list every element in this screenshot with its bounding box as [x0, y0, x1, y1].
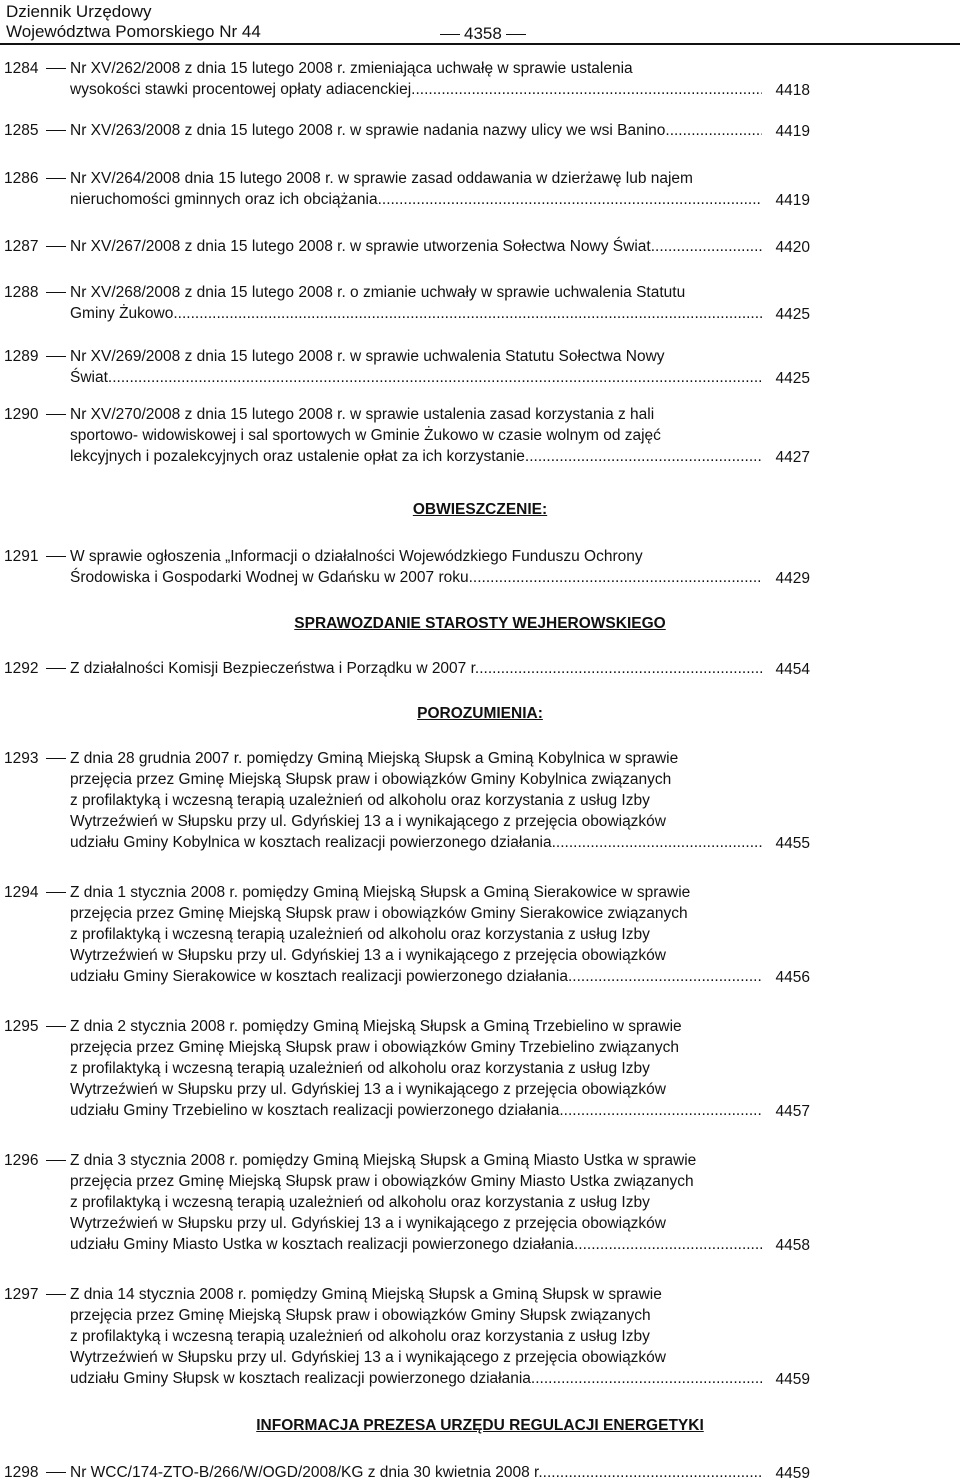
entry-title-line: Nr XV/268/2008 z dnia 15 lutego 2008 r. o zmianie uchwały w sprawie uchwalenia Statutu [70, 284, 686, 301]
entry-dash [46, 414, 66, 415]
entry-title-line: Z dnia 1 stycznia 2008 r. pomiędzy Gminą Miejską Słupsk a Gminą Sierakowice w sprawie [70, 884, 691, 901]
entry-title-last-line [70, 236, 762, 257]
entry-title-line: przejęcia przez Gminę Miejską Słupsk praw i obowiązków Gminy Słupsk związanych [70, 1307, 651, 1324]
entry-dash [46, 892, 66, 893]
dot-leader [108, 367, 762, 388]
section-heading [0, 500, 960, 520]
entry-page-number: 4420 [775, 239, 810, 256]
entry-page-number: 4419 [775, 192, 810, 209]
entry-page-number: 4429 [775, 570, 810, 587]
list-item[interactable] [4, 1462, 810, 1483]
entry-number: 1297 [4, 1286, 39, 1303]
list-item[interactable] [4, 658, 810, 679]
entry-dash [46, 292, 66, 293]
entry-title-line: Wytrzeźwień w Słupsku przy ul. Gdyńskiej 13 a i wynikającego z przejęcia obowiązków [70, 1215, 667, 1232]
entry-number: 1298 [4, 1464, 39, 1481]
entry-title-tail: wysokości stawki procentowej opłaty adiacenckiej [70, 81, 412, 98]
entry-title-last-line [70, 1368, 762, 1389]
entry-page-number: 4457 [775, 1103, 810, 1120]
entry-dash [46, 556, 66, 557]
entry-page-number: 4458 [775, 1237, 810, 1254]
dot-leader [535, 1368, 762, 1389]
list-item[interactable] [4, 546, 810, 588]
list-item[interactable] [4, 748, 810, 853]
entry-title [70, 546, 762, 588]
list-item[interactable] [4, 404, 810, 467]
entry-dash [46, 1294, 66, 1295]
entry-page-number: 4456 [775, 969, 810, 986]
dot-leader [564, 1100, 762, 1121]
entry-number: 1287 [4, 238, 39, 255]
list-item[interactable] [4, 346, 810, 388]
journal-title: Dziennik Urzędowy [6, 2, 152, 21]
entry-title-tail: Nr XV/263/2008 z dnia 15 lutego 2008 r. w sprawie nadania nazwy ulicy we wsi Banino. [70, 122, 670, 139]
entry-title-line: z profilaktyką i wczesną terapią uzależnień od alkoholu oraz korzystania z usług Izby [70, 1194, 650, 1211]
entry-title-line: sportowo- widowiskowej i sal sportowych w Gminie Żukowo w czasie wolnym od zajęć [70, 427, 661, 444]
entry-number: 1285 [4, 122, 39, 139]
entry-title-tail: udziału Gminy Trzebielino w kosztach realizacji powierzonego działania. [70, 1102, 564, 1119]
dot-leader [411, 79, 762, 100]
entry-title-tail: lekcyjnych i pozalekcyjnych oraz ustalenie opłat za ich korzystanie. [70, 448, 530, 465]
dot-leader [173, 303, 762, 324]
entry-page-number: 4455 [775, 835, 810, 852]
entry-title-last-line [70, 189, 762, 210]
list-item[interactable] [4, 1150, 810, 1255]
entry-title [70, 1150, 762, 1255]
entry-page-number: 4459 [775, 1465, 810, 1482]
section-heading-text: POROZUMIENIA: [417, 705, 543, 722]
list-item[interactable] [4, 58, 810, 100]
entry-title-line: Wytrzeźwień w Słupsku przy ul. Gdyńskiej 13 a i wynikającego z przejęcia obowiązków [70, 1081, 667, 1098]
entry-page-number: 4454 [775, 661, 810, 678]
entry-title-line: z profilaktyką i wczesną terapią uzależnień od alkoholu oraz korzystania z usług Izby [70, 926, 650, 943]
entry-title-last-line [70, 966, 762, 987]
list-item[interactable] [4, 882, 810, 987]
entry-title-tail: Z działalności Komisji Bezpieczeństwa i Porządku w 2007 r. [70, 660, 480, 677]
list-item[interactable] [4, 1016, 810, 1121]
list-item[interactable] [4, 236, 810, 257]
entry-page-number: 4425 [775, 370, 810, 387]
entry-title-line: Nr XV/264/2008 dnia 15 lutego 2008 r. w sprawie zasad oddawania w dzierżawę lub najem [70, 170, 693, 187]
entry-title-line: z profilaktyką i wczesną terapią uzależnień od alkoholu oraz korzystania z usług Izby [70, 1060, 650, 1077]
entry-dash [46, 1472, 66, 1473]
entry-number: 1294 [4, 884, 39, 901]
section-heading [0, 704, 960, 724]
entry-title [70, 1016, 762, 1121]
entry-title-line: z profilaktyką i wczesną terapią uzależnień od alkoholu oraz korzystania z usług Izby [70, 792, 650, 809]
entry-title-tail: udziału Gminy Miasto Ustka w kosztach realizacji powierzonego działania. [70, 1236, 579, 1253]
entry-title-tail: Świat [70, 369, 108, 386]
entry-title-tail: udziału Gminy Kobylnica w kosztach realizacji powierzonego działania. [70, 834, 556, 851]
entry-title-tail: udziału Gminy Słupsk w kosztach realizacji powierzonego działania. [70, 1370, 536, 1387]
entry-title-line: Nr XV/269/2008 z dnia 15 lutego 2008 r. w sprawie uchwalenia Statutu Sołectwa Nowy [70, 348, 665, 365]
entry-number: 1295 [4, 1018, 39, 1035]
entry-title-tail: nieruchomości gminnych oraz ich obciążania [70, 191, 378, 208]
entry-title-line: przejęcia przez Gminę Miejską Słupsk praw i obowiązków Gminy Trzebielino związanych [70, 1039, 680, 1056]
entry-number: 1288 [4, 284, 39, 301]
entry-dash [46, 356, 66, 357]
entry-title [70, 346, 762, 388]
entry-title-last-line [70, 1234, 762, 1255]
entry-title-line: Z dnia 2 stycznia 2008 r. pomiędzy Gminą Miejską Słupsk a Gminą Trzebielino w sprawie [70, 1018, 682, 1035]
entry-title-line: Wytrzeźwień w Słupsku przy ul. Gdyńskiej 13 a i wynikającego z przejęcia obowiązków [70, 813, 667, 830]
entry-number: 1293 [4, 750, 39, 767]
entry-dash [46, 246, 66, 247]
entry-title [70, 1284, 762, 1389]
dot-leader [469, 567, 762, 588]
dot-leader [479, 658, 762, 679]
entry-title-tail: Gminy Żukowo [70, 305, 174, 322]
entry-dash [46, 178, 66, 179]
entry-title-line: Z dnia 3 stycznia 2008 r. pomiędzy Gminą Miejską Słupsk a Gminą Miasto Ustka w sprawie [70, 1152, 697, 1169]
entry-number: 1291 [4, 548, 39, 565]
entry-title-last-line [70, 658, 762, 679]
entry-title-last-line [70, 832, 762, 853]
entry-number: 1290 [4, 406, 39, 423]
list-item[interactable] [4, 168, 810, 210]
entry-title [70, 748, 762, 853]
dot-leader [543, 1462, 762, 1483]
entry-title [70, 58, 762, 100]
entry-title-last-line [70, 367, 762, 388]
entry-title [70, 168, 762, 210]
entry-title-line: Wytrzeźwień w Słupsku przy ul. Gdyńskiej 13 a i wynikającego z przejęcia obowiązków [70, 947, 667, 964]
entry-number: 1286 [4, 170, 39, 187]
entry-title-line: W sprawie ogłoszenia „Informacji o działalności Wojewódzkiego Funduszu Ochrony [70, 548, 643, 565]
entry-title [70, 282, 762, 324]
list-item[interactable] [4, 1284, 810, 1389]
entry-title [70, 236, 762, 257]
entry-dash [46, 68, 66, 69]
section-heading-text: SPRAWOZDANIE STAROSTY WEJHEROWSKIEGO [294, 615, 666, 632]
entry-title [70, 658, 762, 679]
entry-page-number: 4418 [775, 82, 810, 99]
entry-title-line: Wytrzeźwień w Słupsku przy ul. Gdyńskiej 13 a i wynikającego z przejęcia obowiązków [70, 1349, 667, 1366]
dot-leader [556, 832, 762, 853]
entry-page-number: 4419 [775, 123, 810, 140]
entry-title-last-line [70, 567, 762, 588]
page-number: 4358 [436, 24, 530, 44]
dot-leader [378, 189, 762, 210]
entry-title-last-line [70, 79, 762, 100]
list-item[interactable] [4, 120, 810, 141]
entry-number: 1284 [4, 60, 39, 77]
entry-title-tail: Nr XV/267/2008 z dnia 15 lutego 2008 r. w sprawie utworzenia Sołectwa Nowy Świat [70, 238, 651, 255]
entry-title [70, 120, 762, 141]
dot-leader [529, 446, 762, 467]
entry-dash [46, 758, 66, 759]
page-header [0, 0, 960, 46]
entry-title-line: Z dnia 14 stycznia 2008 r. pomiędzy Gminą Miejską Słupsk a Gminą Słupsk w sprawie [70, 1286, 662, 1303]
section-heading-text: OBWIESZCZENIE: [412, 501, 548, 518]
entry-title [70, 1462, 762, 1483]
dot-leader [578, 1234, 762, 1255]
entry-title-line: Z dnia 28 grudnia 2007 r. pomiędzy Gminą Miejską Słupsk a Gminą Kobylnica w sprawie [70, 750, 679, 767]
entry-number: 1289 [4, 348, 39, 365]
entry-page-number: 4427 [775, 449, 810, 466]
section-heading [0, 1416, 960, 1436]
entry-title-last-line [70, 303, 762, 324]
entry-title-line: z profilaktyką i wczesną terapią uzależnień od alkoholu oraz korzystania z usług Izby [70, 1328, 650, 1345]
entry-title-last-line [70, 1100, 762, 1121]
entry-title-tail: Nr WCC/174-ZTO-B/266/W/OGD/2008/KG z dnia 30 kwietnia 2008 r. [70, 1464, 543, 1481]
section-heading [0, 614, 960, 634]
entry-title-line: Nr XV/262/2008 z dnia 15 lutego 2008 r. zmieniająca uchwałę w sprawie ustalenia [70, 60, 633, 77]
entry-dash [46, 1160, 66, 1161]
dot-leader [670, 120, 762, 141]
entry-dash [46, 1026, 66, 1027]
section-heading-text: INFORMACJA PREZESA URZĘDU REGULACJI ENERGETYKI [256, 1417, 704, 1434]
entry-title-tail: Środowiska i Gospodarki Wodnej w Gdańsku w 2007 roku [70, 569, 469, 586]
entry-dash [46, 668, 66, 669]
entry-title-last-line [70, 120, 762, 141]
entry-title-line: przejęcia przez Gminę Miejską Słupsk praw i obowiązków Gminy Sierakowice związanych [70, 905, 688, 922]
header-rule [0, 43, 960, 45]
entry-number: 1292 [4, 660, 39, 677]
entry-title [70, 404, 762, 467]
entry-title-line: przejęcia przez Gminę Miejską Słupsk praw i obowiązków Gminy Miasto Ustka związanych [70, 1173, 694, 1190]
entry-title-line: Nr XV/270/2008 z dnia 15 lutego 2008 r. w sprawie ustalenia zasad korzystania z hali [70, 406, 655, 423]
list-item[interactable] [4, 282, 810, 324]
dot-leader [651, 236, 762, 257]
journal-subtitle: Województwa Pomorskiego Nr 44 [6, 22, 261, 41]
entry-title-line: przejęcia przez Gminę Miejską Słupsk praw i obowiązków Gminy Kobylnica związanych [70, 771, 672, 788]
entry-number: 1296 [4, 1152, 39, 1169]
entry-dash [46, 130, 66, 131]
entry-page-number: 4459 [775, 1371, 810, 1388]
entry-title-last-line [70, 446, 762, 467]
dot-leader [572, 966, 762, 987]
entry-title-last-line [70, 1462, 762, 1483]
entry-title-tail: udziału Gminy Sierakowice w kosztach realizacji powierzonego działania. [70, 968, 573, 985]
entry-page-number: 4425 [775, 306, 810, 323]
entry-title [70, 882, 762, 987]
